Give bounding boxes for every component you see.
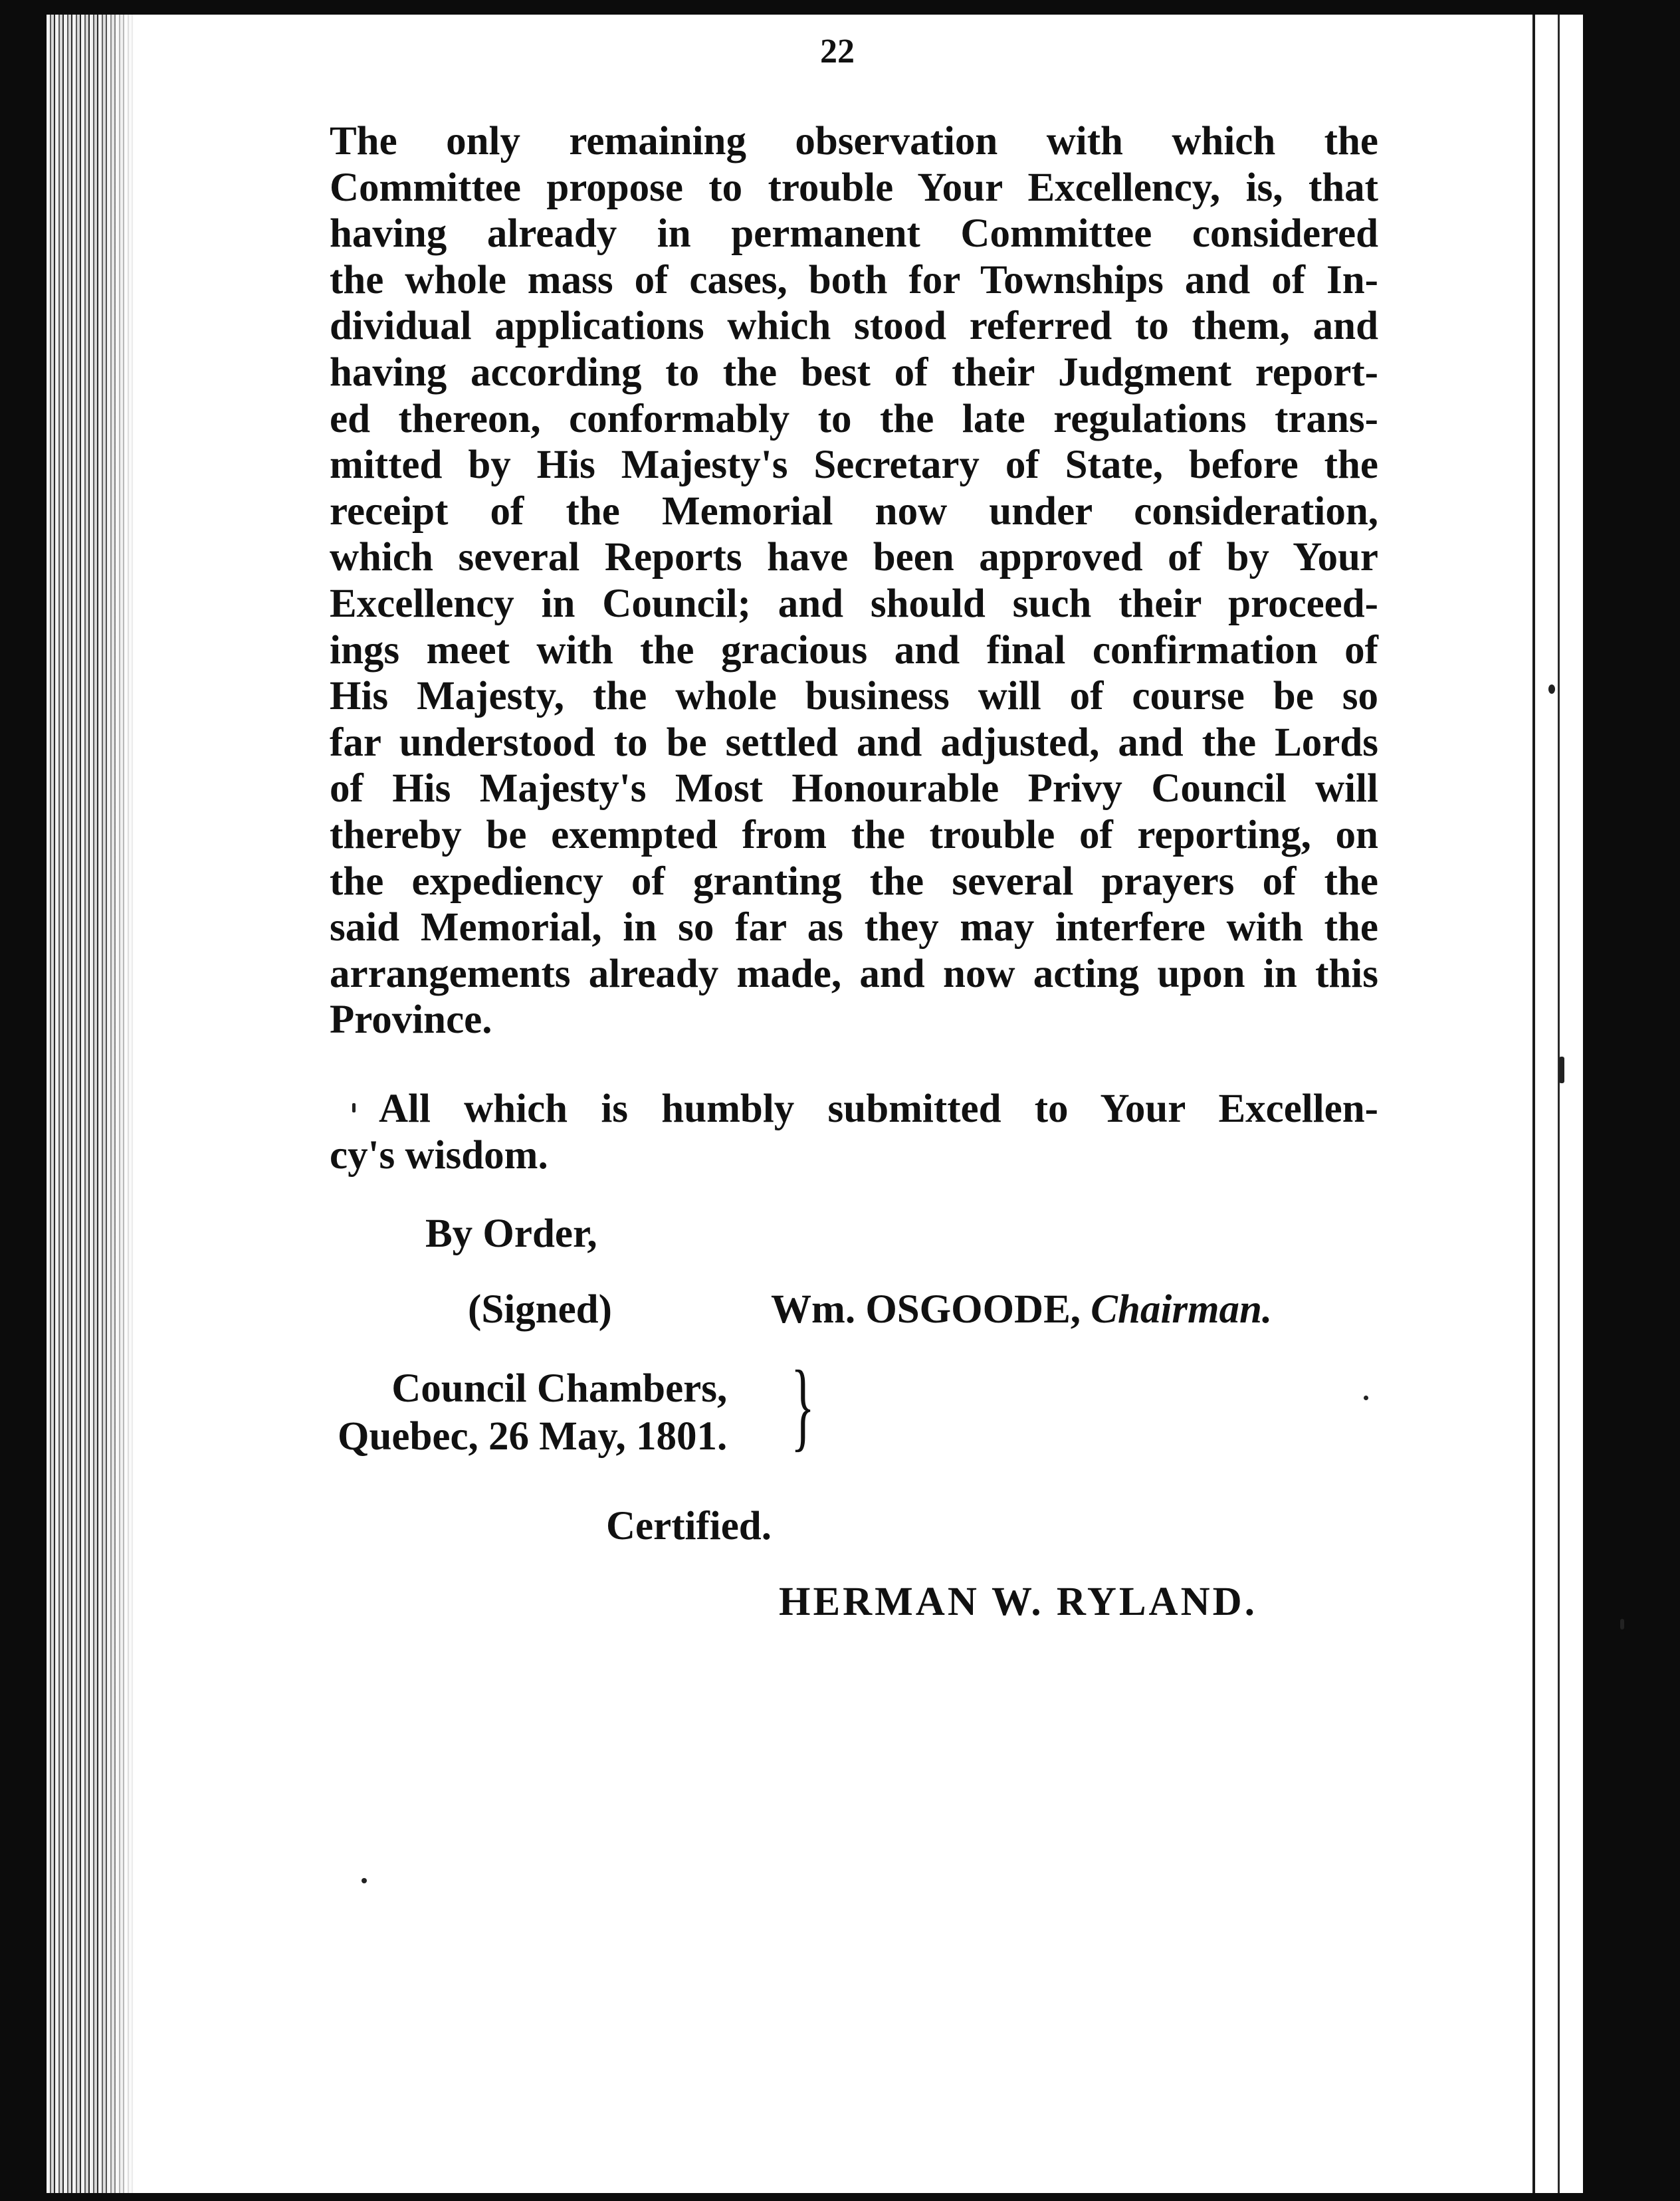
text-line: ings meet with the gracious and final confirmation of	[330, 627, 1378, 673]
text-line: mitted by His Majesty's Secretary of State, before the	[330, 443, 1378, 488]
text-line: cy's wisdom.	[330, 1133, 548, 1178]
body-paragraph	[330, 118, 1378, 1043]
signer	[771, 1287, 1272, 1333]
text-line: having according to the best of their Judgment report-	[330, 350, 1378, 395]
scan-border-right	[1583, 0, 1680, 2201]
gutter-line	[1558, 15, 1560, 2193]
text-line: the whole mass of cases, both for Townships and of In-	[330, 257, 1378, 302]
submission-paragraph	[330, 1086, 1378, 1179]
text-line: which several Reports have been approved of by Your	[330, 535, 1378, 580]
page-number: 22	[820, 33, 855, 70]
ink-speck	[1548, 684, 1555, 694]
scan-border-bottom	[0, 2193, 1680, 2201]
brace: }	[791, 1350, 815, 1461]
place-and-date	[338, 1365, 727, 1461]
text-line: the expediency of granting the several prayers of the	[330, 859, 1378, 904]
date-line: Quebec, 26 May, 1801.	[338, 1414, 728, 1459]
text-line: ed thereon, conformably to the late regulations trans-	[330, 396, 1378, 441]
ink-speck	[1559, 1057, 1564, 1083]
ink-speck	[362, 1878, 367, 1883]
by-order: By Order,	[425, 1211, 597, 1256]
text-line: Excellency in Council; and should such their proceed-	[330, 581, 1378, 626]
text-line: receipt of the Memorial now under consideration,	[330, 488, 1378, 534]
text-line: far understood to be settled and adjusted, and the Lords	[330, 720, 1378, 765]
scan-border-top	[0, 0, 1680, 15]
text-line: arrangements already made, and now acting upon in this	[330, 951, 1378, 996]
text-line: thereby be exempted from the trouble of reporting, on	[330, 812, 1378, 857]
text-line: The only remaining observation with which the	[330, 119, 1378, 163]
signed-label: (Signed)	[468, 1287, 612, 1332]
ink-speck	[1620, 1619, 1624, 1629]
ink-speck	[1364, 1396, 1368, 1400]
signer-name: Wm. OSGOODE,	[771, 1287, 1081, 1332]
text-line: said Memorial, in so far as they may interfere with the	[330, 905, 1378, 950]
place-line: Council Chambers,	[391, 1366, 728, 1411]
text-line: Province.	[330, 997, 492, 1043]
page-edge-fade	[100, 15, 140, 2193]
scan-border-left	[0, 0, 47, 2201]
text-line: His Majesty, the whole business will of course be so	[330, 674, 1378, 719]
text-line: dividual applications which stood referred to them, and	[330, 304, 1378, 349]
text-line: Committee propose to trouble Your Excellency, is, that	[330, 165, 1378, 210]
ink-speck	[352, 1103, 356, 1112]
text-line: having already in permanent Committee considered	[330, 211, 1378, 257]
certified-label: Certified.	[606, 1504, 772, 1548]
text-line: of His Majesty's Most Honourable Privy Council will	[330, 766, 1378, 811]
text-line: All which is humbly submitted to Your Excellen-	[379, 1087, 1378, 1131]
signer-title: Chairman.	[1091, 1287, 1273, 1332]
certifier-name: HERMAN W. RYLAND.	[779, 1580, 1257, 1624]
